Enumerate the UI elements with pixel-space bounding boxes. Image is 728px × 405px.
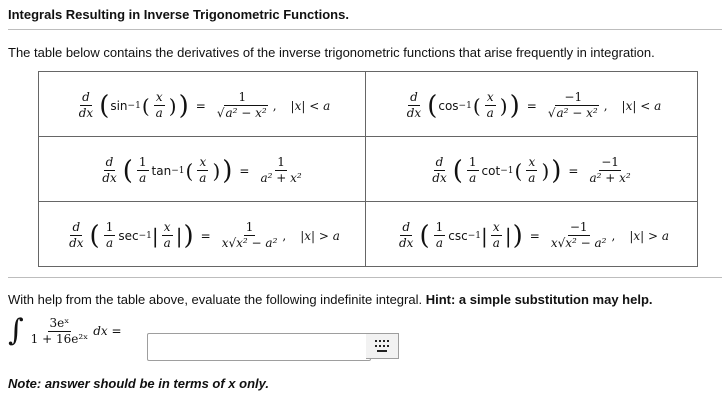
integral-sign-icon: ∫	[8, 313, 24, 348]
task-hint: Hint: a simple substitution may help.	[425, 292, 653, 307]
fn-name: cot	[481, 163, 501, 178]
rhs-denominator: x√x² − a²	[221, 236, 278, 250]
note-text: Note: answer should be in terms of x only.	[8, 376, 270, 391]
condition: |x| < a	[290, 98, 331, 113]
integral-dx: dx =	[93, 324, 122, 338]
math-keyboard-button[interactable]	[366, 333, 399, 359]
rhs-numerator: 1	[238, 90, 247, 104]
rhs-denominator: a² − x²	[225, 106, 267, 120]
table-cell: $\frac{d}{dx}$ ( $\frac{1}{a}$ csc −1 | $\frac{x}{a}$ | ) = $\frac{-1}{\text{x√x² − a²}}$ , |x| > a	[366, 202, 698, 267]
divider	[8, 277, 722, 278]
integrand-numerator: 3eˣ	[49, 315, 70, 330]
condition: |x| > a	[629, 228, 670, 243]
integrand-denominator: 1 + 16e²ˣ	[30, 331, 89, 346]
task-prompt	[8, 292, 653, 307]
condition: |x| > a	[300, 228, 340, 243]
table-cell: $\frac{d}{dx}$ ( $\frac{1}{a}$ sec −1 | $\frac{x}{a}$ | ) = $\frac{1}{\text{x√x² − a²}}$ , |x| > a	[39, 202, 366, 267]
integral-expression	[8, 313, 122, 348]
rhs-numerator: −1	[569, 220, 588, 234]
rhs-numerator: 1	[245, 220, 254, 234]
table-cell: $\frac{d}{dx}$ ( $\frac{1}{a}$ cot −1 ( $\frac{x}{a}$ ) ) = $\frac{-1}{\text{a² + x²}}$	[366, 137, 698, 202]
fn-name: cos	[438, 98, 459, 113]
rhs-numerator: −1	[601, 155, 619, 169]
derivative-table	[38, 71, 698, 267]
page-title: Integrals Resulting in Inverse Trigonometric Functions.	[8, 7, 349, 22]
table-cell: $\frac{d}{dx}$ ( sin −1 ( $\frac{x}{a}$ ) ) = $\frac{1}{\text{√a² − x²}}$ , |x| < a	[39, 72, 366, 137]
divider	[8, 29, 722, 30]
rhs-denominator: x√x² − a²	[550, 236, 607, 250]
rhs-denominator: a² − x²	[556, 106, 598, 120]
fn-name: tan	[151, 163, 172, 178]
keypad-icon	[375, 340, 389, 352]
fn-name: sin	[110, 98, 128, 113]
table-cell: $\frac{d}{dx}$ ( $\frac{1}{a}$ tan −1 ( $\frac{x}{a}$ ) ) = $\frac{1}{\text{a² + x²}}$	[39, 137, 366, 202]
answer-input[interactable]	[147, 333, 371, 361]
fn-name: csc	[448, 228, 468, 243]
rhs-denominator: a² + x²	[589, 171, 631, 185]
fn-name: sec	[118, 228, 139, 243]
rhs-numerator: −1	[564, 90, 583, 104]
task-text: With help from the table above, evaluate the following indefinite integral.	[8, 292, 423, 307]
rhs-numerator: 1	[277, 155, 285, 169]
intro-text: The table below contains the derivatives of the inverse trigonometric functions that arise frequently in integration.	[8, 45, 655, 60]
condition: |x| < a	[621, 98, 662, 113]
rhs-denominator: a² + x²	[260, 171, 302, 185]
table-cell: $\frac{d}{dx}$ ( cos −1 ( $\frac{x}{a}$ ) ) = $\frac{-1}{\text{√a² − x²}}$ , |x| < a	[366, 72, 698, 137]
